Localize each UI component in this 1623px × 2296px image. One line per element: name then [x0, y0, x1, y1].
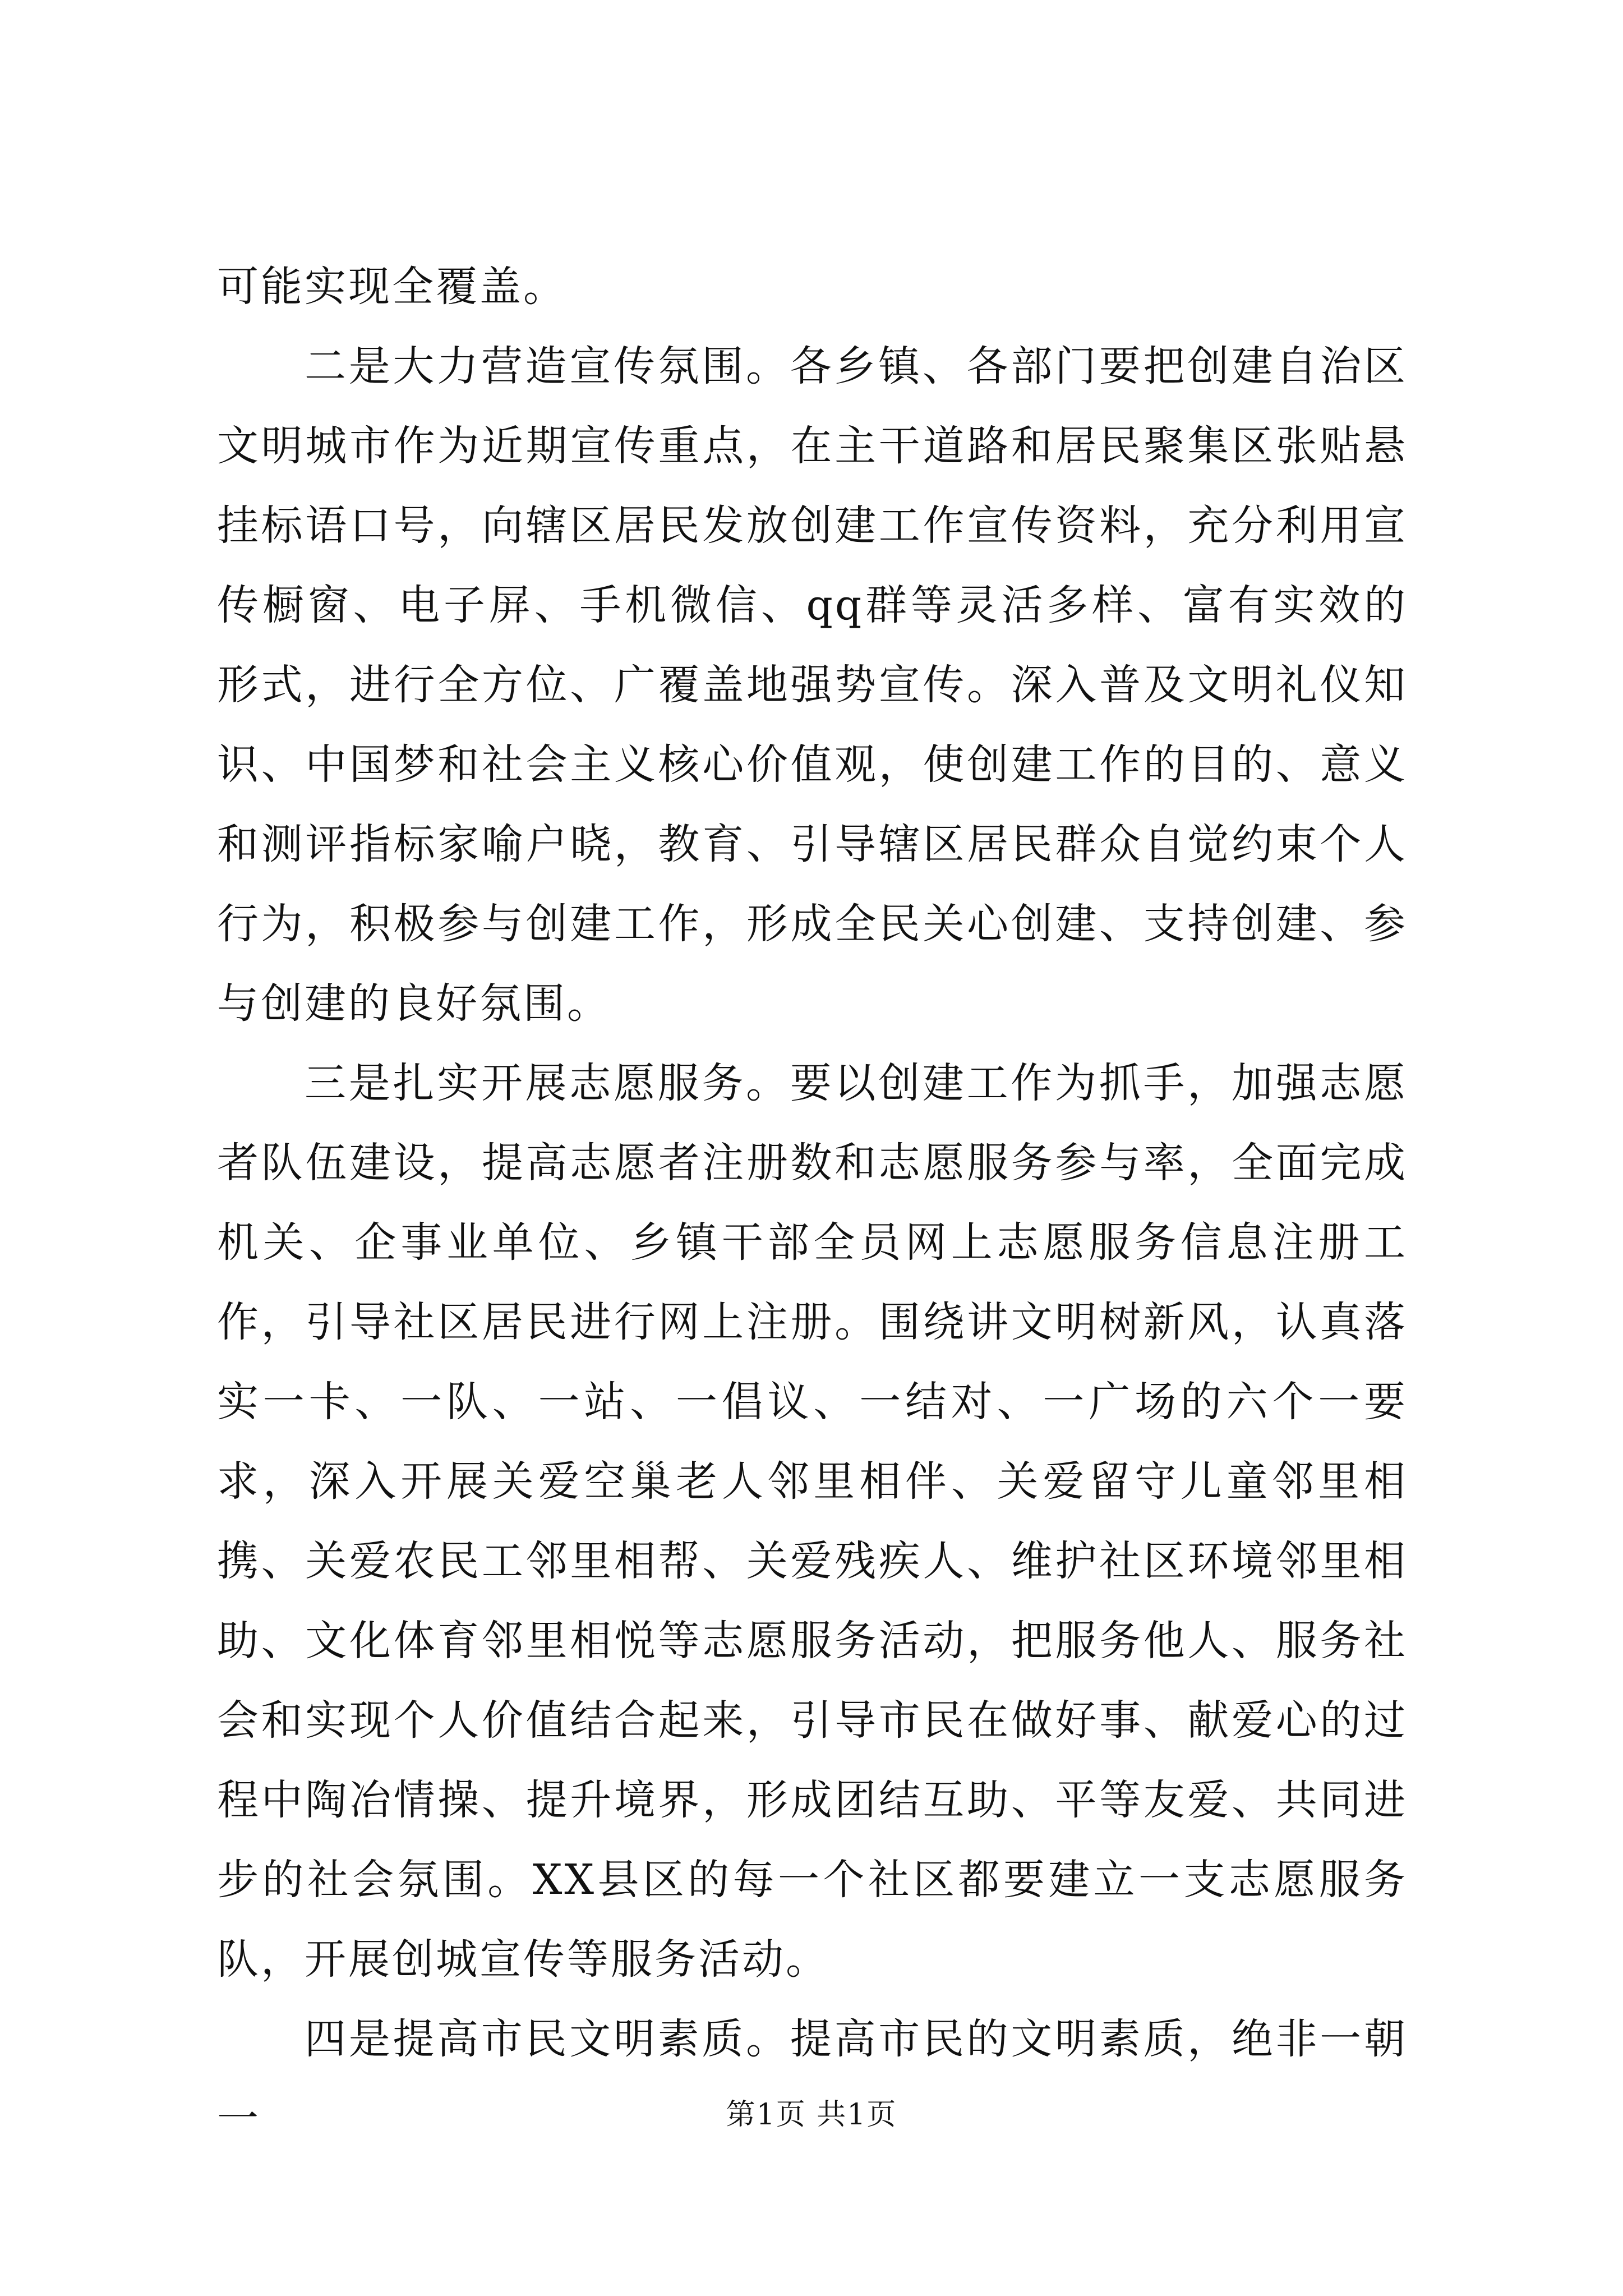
paragraph-volunteer-service: 三是扎实开展志愿服务。要以创建工作为抓手，加强志愿者队伍建设，提高志愿者注册数和志愿服务参与率，全面完成机关、企事业单位、乡镇干部全员网上志愿服务信息注册工作，引导社区居民进行网上注册。围绕讲文明树新风，认真落实一卡、一队、一站、一倡议、一结对、一广场的六个一要求，深入开展关爱空巢老人邻里相伴、关爱留守儿童邻里相携、关爱农民工邻里相帮、关爱残疾人、维护社区环境邻里相助、文化体育邻里相悦等志愿服务活动，把服务他人、服务社会和实现个人价值结合起来，引导市民在做好事、献爱心的过程中陶冶情操、提升境界，形成团结互助、平等友爱、共同进步的社会氛围。XX县区的每一个社区都要建立一支志愿服务队，开展创城宣传等服务活动。: [217, 1059, 1408, 1984]
paragraph-continuation: 可能实现全覆盖。: [217, 263, 567, 311]
paragraph-civic-quality: 四是提高市民文明素质。提高市民的文明素质，绝非一朝一: [217, 2015, 1408, 2143]
document-body: [217, 247, 1408, 2159]
paragraph-publicity: 二是大力营造宣传氛围。各乡镇、各部门要把创建自治区文明城市作为近期宣传重点，在主干道路和居民聚集区张贴悬挂标语口号，向辖区居民发放创建工作宣传资料，充分利用宣传橱窗、电子屏、手机微信、qq群等灵活多样、富有实效的形式，进行全方位、广覆盖地强势宣传。深入普及文明礼仪知识、中国梦和社会主义核心价值观，使创建工作的目的、意义和测评指标家喻户晓，教育、引导辖区居民群众自觉约束个人行为，积极参与创建工作，形成全民关心创建、支持创建、参与创建的良好氛围。: [217, 342, 1408, 1028]
page-footer: 第1页 共1页: [726, 2098, 897, 2132]
